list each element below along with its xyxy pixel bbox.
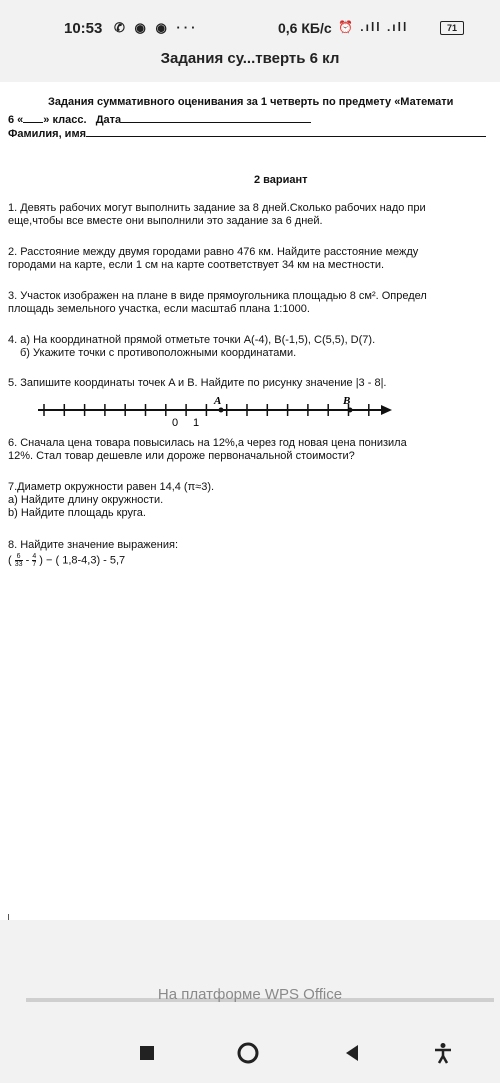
date-blank <box>121 112 311 123</box>
task-4-line-1: 4. а) На координатной прямой отметьте точки A(-4), B(-1,5), C(5,5), D(7). <box>8 334 376 346</box>
task-8-expression <box>8 553 125 568</box>
status-bar <box>0 0 500 40</box>
doc-heading: Задания суммативного оценивания за 1 четверть по предмету «Математи <box>48 96 454 108</box>
task-2-line-2: городами на карте, если 1 см на карте соответствует 34 км на местности. <box>8 259 385 271</box>
class-prefix: 6 « <box>8 114 24 126</box>
page-corner-mark <box>8 914 9 920</box>
task-8-line-1: 8. Найдите значение выражения: <box>8 539 179 551</box>
fraction-2 <box>32 553 36 568</box>
tick-label-one: 1 <box>193 417 200 429</box>
android-nav-bar <box>0 1030 500 1080</box>
tick-label-zero: 0 <box>172 417 179 429</box>
point-a-label: A <box>214 395 222 407</box>
task-1-line-2: еще,чтобы все вместе они выполнили это задание за 6 дней. <box>8 215 323 227</box>
task-6-line-1: 6. Сначала цена товара повысилась на 12%,а через год новая цена понизила <box>8 437 407 449</box>
home-icon[interactable] <box>237 1042 259 1064</box>
number-line <box>36 392 396 442</box>
name-blank <box>86 126 486 137</box>
task-5-line-1: 5. Запишите координаты точек A и B. Найдите по рисунку значение |3 - 8|. <box>8 377 387 389</box>
name-label: Фамилия, имя <box>8 128 87 140</box>
document-title: Задания су...тверть 6 кл <box>160 50 340 67</box>
fraction-2-denominator: 7 <box>32 561 37 568</box>
fraction-1-denominator: 33 <box>14 561 23 568</box>
task-2-line-1: 2. Расстояние между двумя городами равно 476 км. Найдите расстояние между <box>8 246 419 258</box>
task-1-line-1: 1. Девять рабочих могут выполнить задание за 8 дней.Сколько рабочих надо при <box>8 202 426 214</box>
expr-rest: ) − ( 1,8-4,3) - 5,7 <box>39 554 126 567</box>
expr-open-paren: ( <box>8 554 12 567</box>
variant-label: 2 вариант <box>254 174 308 186</box>
document-page[interactable] <box>0 82 500 920</box>
expr-minus: - <box>22 554 33 567</box>
class-line <box>8 112 311 127</box>
point-a-marker <box>219 408 224 413</box>
date-label: Дата <box>95 114 122 126</box>
status-time: 10:53 <box>64 20 103 37</box>
recent-apps-icon[interactable] <box>136 1042 158 1064</box>
task-3-line-2: площадь земельного участка, если масштаб плана 1:1000. <box>8 303 310 315</box>
task-6-line-2: 12%. Стал товар дешевле или дороже первоначальной стоимости? <box>8 450 355 462</box>
fraction-1-numerator: 6 <box>16 553 21 560</box>
signal-icons: ⏰ .ıll .ıll <box>338 20 409 34</box>
network-speed: 0,6 КБ/с <box>278 20 332 36</box>
task-3-line-1: 3. Участок изображен на плане в виде прямоугольника площадью 8 см². Определ <box>8 290 427 302</box>
point-b-marker <box>348 408 353 413</box>
task-7-line-1: 7.Диаметр окружности равен 14,4 (π≈3). <box>8 481 215 493</box>
back-icon[interactable] <box>342 1042 364 1064</box>
name-line <box>8 126 486 141</box>
number-line-arrow <box>381 405 392 415</box>
notification-icons: ✆ ◉ ◉ ··· <box>114 20 199 35</box>
task-4-line-2: б) Укажите точки с противоположными координатами. <box>20 347 297 359</box>
task-7-line-2: a) Найдите длину окружности. <box>8 494 164 506</box>
accessibility-icon[interactable] <box>432 1042 454 1064</box>
fraction-1 <box>15 553 23 568</box>
battery-icon: 71 <box>440 21 464 35</box>
point-b-label: B <box>343 395 351 407</box>
class-suffix: » класс. <box>43 114 87 126</box>
class-blank <box>23 112 43 123</box>
fraction-2-numerator: 4 <box>32 553 37 560</box>
task-7-line-3: b) Найдите площадь круга. <box>8 507 146 519</box>
wps-platform-label: На платформе WPS Office <box>157 986 343 1003</box>
